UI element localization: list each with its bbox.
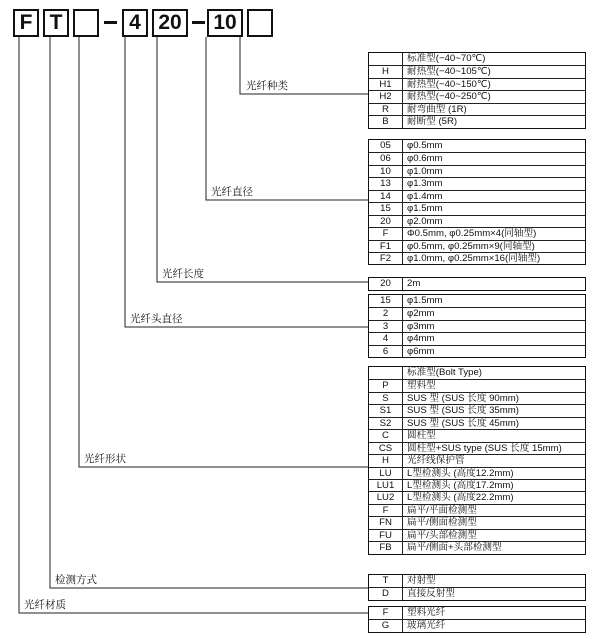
- option-code: F: [369, 607, 403, 619]
- code-box-t: T: [43, 9, 69, 37]
- table-row: [369, 379, 585, 391]
- option-description: φ1.4mm: [407, 190, 443, 202]
- table-detection-method: [368, 574, 586, 601]
- option-code: H2: [369, 91, 403, 102]
- table-row: [369, 152, 585, 164]
- option-description: 标准型(Bolt Type): [407, 367, 482, 378]
- option-description: φ1.5mm: [407, 295, 443, 306]
- table-row: [369, 165, 585, 177]
- option-code: FN: [369, 517, 403, 528]
- option-description: φ1.5mm: [407, 203, 443, 215]
- option-description: φ0.5mm, φ0.25mm×9(同轴型): [407, 240, 535, 252]
- option-code: 10: [369, 166, 403, 177]
- option-code: 20: [369, 278, 403, 290]
- option-code: F2: [369, 253, 403, 264]
- table-row: [369, 345, 585, 357]
- table-row: [369, 78, 585, 90]
- option-description: 扁平/侧面+头部检测型: [407, 542, 502, 554]
- option-code: FB: [369, 542, 403, 553]
- table-row: [369, 202, 585, 214]
- option-code: P: [369, 380, 403, 391]
- table-fiber-length: [368, 277, 586, 291]
- option-code: F: [369, 505, 403, 516]
- option-description: φ0.6mm: [407, 153, 443, 165]
- option-code: 05: [369, 140, 403, 152]
- option-description: 直接反射型: [407, 588, 455, 600]
- table-row: [369, 541, 585, 553]
- option-code: S: [369, 393, 403, 404]
- label-head-diameter: 光纤头直径: [130, 313, 183, 325]
- option-description: L型检测头 (高度22.2mm): [407, 492, 514, 504]
- option-description: φ3mm: [407, 320, 435, 332]
- table-row: [369, 404, 585, 416]
- option-description: 耐热型(−40~250℃): [407, 91, 491, 103]
- connector-detection-method: [50, 37, 368, 588]
- option-code: LU: [369, 468, 403, 479]
- option-code: [369, 53, 403, 65]
- table-head-diameter: [368, 294, 586, 358]
- table-row: [369, 454, 585, 466]
- option-description: 玻璃光纤: [407, 620, 446, 632]
- option-code: 15: [369, 203, 403, 214]
- option-code: 13: [369, 178, 403, 189]
- option-code: FU: [369, 530, 403, 541]
- table-row: [369, 215, 585, 227]
- table-fiber-diameter: [368, 139, 586, 265]
- table-row: [369, 190, 585, 202]
- table-fiber-shape: [368, 366, 586, 555]
- option-code: 06: [369, 153, 403, 164]
- option-description: φ6mm: [407, 345, 435, 357]
- option-code: H: [369, 455, 403, 466]
- table-row: [369, 619, 585, 631]
- option-code: LU1: [369, 480, 403, 491]
- option-description: 光纤线保护管: [407, 455, 465, 467]
- option-code: G: [369, 620, 403, 631]
- option-description: φ2.0mm: [407, 215, 443, 227]
- table-row: [369, 417, 585, 429]
- option-description: 塑料光纤: [407, 607, 446, 618]
- label-detection-method: 检测方式: [55, 574, 97, 586]
- table-row: [369, 529, 585, 541]
- option-code: B: [369, 116, 403, 127]
- option-description: φ1.0mm, φ0.25mm×16(同轴型): [407, 252, 541, 264]
- table-row: [369, 90, 585, 102]
- table-row: [369, 429, 585, 441]
- option-code: LU2: [369, 492, 403, 503]
- option-code: T: [369, 575, 403, 587]
- option-description: φ2mm: [407, 308, 435, 320]
- option-description: 耐弯曲型 (1R): [407, 103, 467, 115]
- option-description: Φ0.5mm, φ0.25mm×4(同轴型): [407, 228, 537, 240]
- option-code: H: [369, 66, 403, 77]
- option-description: 耐断型 (5R): [407, 116, 458, 128]
- option-code: 15: [369, 295, 403, 307]
- label-fiber-type: 光纤种类: [246, 80, 288, 92]
- table-row: [369, 227, 585, 239]
- option-description: 耐热型(−40~150℃): [407, 78, 491, 90]
- table-row: [369, 607, 585, 619]
- option-code: H1: [369, 79, 403, 90]
- connector-fiber-diameter: [206, 37, 368, 200]
- table-row: [369, 307, 585, 319]
- option-code: [369, 367, 403, 379]
- option-description: φ1.3mm: [407, 178, 443, 190]
- table-row: [369, 140, 585, 152]
- option-description: 标准型(−40~70℃): [407, 53, 486, 64]
- option-code: 14: [369, 191, 403, 202]
- code-box-10: 10: [207, 9, 243, 37]
- option-code: 2: [369, 308, 403, 319]
- code-box-20: 20: [152, 9, 188, 37]
- option-code: 20: [369, 216, 403, 227]
- table-row: [369, 392, 585, 404]
- label-fiber-shape: 光纤形状: [84, 453, 126, 465]
- table-row: [369, 575, 585, 587]
- table-row: [369, 295, 585, 307]
- option-description: 扁平/头部检测型: [407, 529, 477, 541]
- table-row: [369, 504, 585, 516]
- option-description: SUS 型 (SUS 长度 45mm): [407, 417, 519, 429]
- option-description: φ1.0mm: [407, 165, 443, 177]
- option-description: 耐热型(−40~105℃): [407, 66, 491, 78]
- table-row: [369, 103, 585, 115]
- table-row: [369, 442, 585, 454]
- option-code: 6: [369, 346, 403, 357]
- table-row: [369, 252, 585, 264]
- option-description: 对射型: [407, 575, 436, 586]
- option-description: 塑料型: [407, 380, 436, 392]
- table-row: [369, 115, 585, 127]
- connector-fiber-length: [157, 37, 368, 282]
- option-description: φ4mm: [407, 333, 435, 345]
- option-description: 圆柱型: [407, 430, 436, 442]
- table-row: [369, 516, 585, 528]
- table-row: [369, 587, 585, 599]
- option-description: 2m: [407, 278, 421, 289]
- option-code: C: [369, 430, 403, 441]
- table-row: [369, 177, 585, 189]
- table-row: [369, 467, 585, 479]
- table-row: [369, 278, 585, 290]
- option-description: SUS 型 (SUS 长度 35mm): [407, 405, 519, 417]
- label-fiber-material: 光纤材质: [24, 599, 66, 611]
- table-row: [369, 65, 585, 77]
- option-code: S2: [369, 418, 403, 429]
- option-description: SUS 型 (SUS 长度 90mm): [407, 392, 519, 404]
- option-code: D: [369, 588, 403, 599]
- option-code: CS: [369, 443, 403, 454]
- option-code: F1: [369, 241, 403, 252]
- option-description: 圆柱型+SUS type (SUS 长度 15mm): [407, 442, 562, 454]
- table-row: [369, 491, 585, 503]
- option-description: L型检测头 (高度17.2mm): [407, 479, 514, 491]
- connector-fiber-material: [19, 37, 368, 613]
- option-code: 3: [369, 321, 403, 332]
- table-row: [369, 320, 585, 332]
- option-description: 扁平/侧面检测型: [407, 517, 477, 529]
- label-fiber-diameter: 光纤直径: [211, 186, 253, 198]
- table-fiber-type: [368, 52, 586, 129]
- table-row: [369, 240, 585, 252]
- table-row: [369, 332, 585, 344]
- option-description: 扁平/平面检测型: [407, 504, 477, 516]
- connector-fiber-shape: [79, 37, 368, 467]
- option-code: F: [369, 228, 403, 239]
- option-description: L型检测头 (高度12.2mm): [407, 467, 514, 479]
- table-row: [369, 367, 585, 379]
- option-code: 4: [369, 333, 403, 344]
- table-row: [369, 479, 585, 491]
- label-fiber-length: 光纤长度: [162, 268, 204, 280]
- code-box-4: 4: [122, 9, 148, 37]
- option-code: R: [369, 104, 403, 115]
- option-code: S1: [369, 405, 403, 416]
- code-box-f: F: [13, 9, 39, 37]
- option-description: φ0.5mm: [407, 140, 443, 151]
- table-row: [369, 53, 585, 65]
- table-fiber-material: [368, 606, 586, 633]
